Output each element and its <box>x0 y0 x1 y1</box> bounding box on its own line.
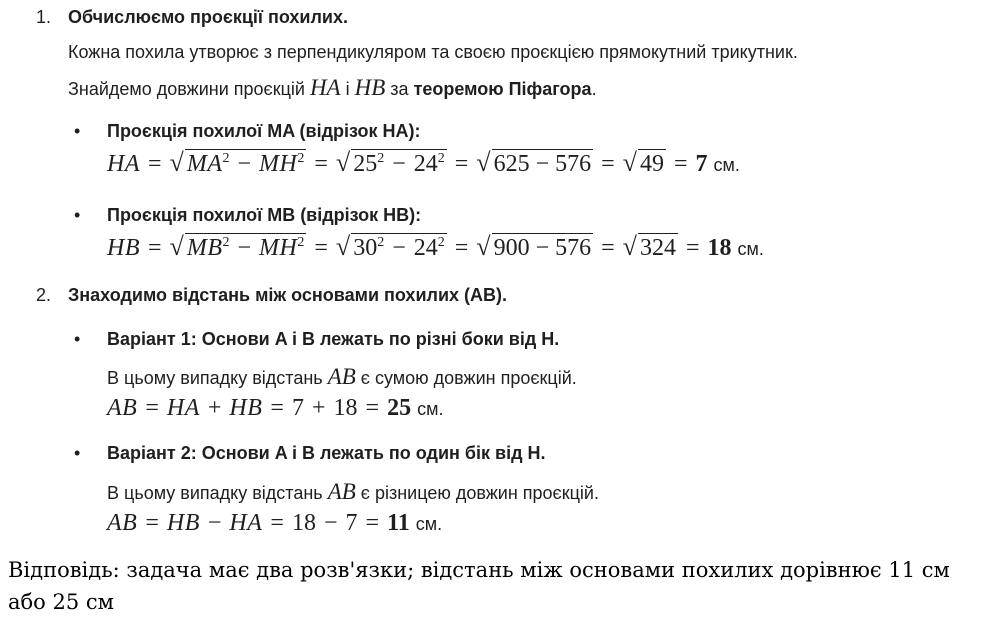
exponent: 2 <box>222 235 230 250</box>
sqrt-expression <box>170 232 307 262</box>
equals-sign: = <box>270 395 284 421</box>
plus-sign: + <box>311 395 326 421</box>
sqrt-expression <box>476 232 593 262</box>
plus-sign: + <box>207 395 222 421</box>
formula-ha <box>107 148 740 178</box>
step-1-title: Обчислюємо проєкції похилих. <box>68 7 348 27</box>
text-segment: за <box>385 79 414 99</box>
minus-sign: − <box>207 510 222 536</box>
radical-icon: √ <box>476 232 491 261</box>
bullet-title-variant-1: Варіант 1: Основи A і B лежать по різні боки від H. <box>107 329 560 349</box>
minus-sign: − <box>392 151 406 177</box>
number: 30 <box>353 235 378 261</box>
text-segment: є сумою довжин проєкцій. <box>355 368 577 388</box>
number: 900 − 576 <box>493 235 592 261</box>
exponent: 2 <box>437 235 445 250</box>
text-segment: . <box>591 79 597 99</box>
equals-sign: = <box>314 235 328 261</box>
math-term: MA <box>186 151 223 177</box>
minus-sign: − <box>237 151 252 177</box>
exponent: 2 <box>437 151 445 166</box>
sqrt-expression <box>170 148 307 178</box>
bullet-title-ma: Проєкція похилої MA (відрізок HA): <box>107 121 421 141</box>
sqrt-expression <box>623 232 678 262</box>
radical-icon: √ <box>335 232 351 261</box>
equals-sign: = <box>365 395 380 421</box>
equals-sign: = <box>673 151 688 177</box>
unit-label: см. <box>713 155 740 175</box>
minus-sign: − <box>392 235 406 261</box>
result-value: 7 <box>695 151 708 177</box>
answer-line-1: Відповідь: задача має два розв'язки; відстань між основами похилих дорівнює 11 см <box>8 558 950 582</box>
equals-sign: = <box>145 395 159 421</box>
exponent: 2 <box>377 151 385 166</box>
number: 7 <box>345 510 358 536</box>
number: 18 <box>333 395 358 421</box>
unit-label: см. <box>417 399 444 419</box>
equals-sign: = <box>685 235 700 261</box>
bullet-title-variant-2: Варіант 2: Основи A і B лежать по один бік від H. <box>107 443 546 463</box>
bullet-dot: • <box>74 443 81 463</box>
bullet-dot: • <box>74 329 81 349</box>
number: 7 <box>291 395 304 421</box>
equals-sign: = <box>148 235 162 261</box>
math-lhs: AB <box>107 395 138 421</box>
math-term: HA <box>229 510 263 536</box>
number: 49 <box>639 151 664 177</box>
number: 625 − 576 <box>493 151 592 177</box>
radical-icon: √ <box>622 232 637 261</box>
equals-sign: = <box>454 235 469 261</box>
equals-sign: = <box>601 235 615 261</box>
sqrt-expression <box>336 232 447 262</box>
bullet-title-mb: Проєкція похилої MB (відрізок HB): <box>107 205 422 225</box>
equals-sign: = <box>145 510 159 536</box>
radical-icon: √ <box>169 232 184 261</box>
math-var-hb: HB <box>354 75 386 100</box>
result-value: 18 <box>707 235 732 261</box>
text-segment: Знайдемо довжини проєкцій <box>68 79 310 99</box>
unit-label: см. <box>415 514 443 534</box>
math-lhs: HB <box>107 235 140 261</box>
exponent: 2 <box>377 235 385 250</box>
radical-icon: √ <box>622 148 637 177</box>
sqrt-expression <box>623 148 666 178</box>
unit-label: см. <box>737 239 764 259</box>
math-term: HA <box>166 395 200 421</box>
exponent: 2 <box>297 151 305 166</box>
result-value: 25 <box>387 395 412 421</box>
bullet-dot: • <box>74 205 81 225</box>
answer-line-2: або 25 см <box>8 590 114 614</box>
text-segment: і <box>340 79 355 99</box>
math-term: MB <box>186 235 223 261</box>
minus-sign: − <box>237 235 252 261</box>
exponent: 2 <box>297 235 305 250</box>
formula-variant-1 <box>107 395 443 422</box>
equals-sign: = <box>314 151 328 177</box>
number: 18 <box>291 510 316 536</box>
formula-hb <box>107 232 764 262</box>
math-var-ab: AB <box>327 364 356 389</box>
result-value: 11 <box>387 510 410 536</box>
math-var-ab: AB <box>327 479 356 504</box>
math-term: MH <box>259 235 298 261</box>
step-2-title: Знаходимо відстань між основами похилих (AB). <box>68 285 508 305</box>
number: 324 <box>639 235 676 261</box>
radical-icon: √ <box>169 148 184 177</box>
sqrt-expression <box>476 148 593 178</box>
math-var-ha: HA <box>309 75 341 100</box>
step-1-paragraph-line2 <box>68 75 597 101</box>
minus-sign: − <box>323 510 338 536</box>
math-term: MH <box>259 151 298 177</box>
equals-sign: = <box>270 510 284 536</box>
equals-sign: = <box>148 151 162 177</box>
step-1-paragraph-line1: Кожна похила утворює з перпендикуляром та своєю проєкцією прямокутний трикутник. <box>68 42 798 62</box>
number: 25 <box>353 151 378 177</box>
math-lhs: AB <box>107 510 138 536</box>
math-term: HB <box>166 510 200 536</box>
exponent: 2 <box>222 151 230 166</box>
bullet-dot: • <box>74 121 81 141</box>
number: 24 <box>413 235 438 261</box>
step-1-number: 1. <box>36 7 52 27</box>
equals-sign: = <box>454 151 469 177</box>
math-term: HB <box>229 395 263 421</box>
number: 24 <box>413 151 438 177</box>
text-segment: є різницею довжин проєкцій. <box>355 483 599 503</box>
radical-icon: √ <box>335 148 351 177</box>
variant-1-text <box>107 364 577 390</box>
step-2-number: 2. <box>36 285 52 305</box>
text-segment: В цьому випадку відстань <box>107 368 328 388</box>
equals-sign: = <box>601 151 615 177</box>
variant-2-text <box>107 479 599 505</box>
bold-term-pythagoras: теоремою Піфагора <box>413 79 592 99</box>
math-lhs: HA <box>107 151 140 177</box>
radical-icon: √ <box>476 148 491 177</box>
formula-variant-2 <box>107 510 442 537</box>
text-segment: В цьому випадку відстань <box>107 483 328 503</box>
sqrt-expression <box>336 148 447 178</box>
equals-sign: = <box>365 510 380 536</box>
